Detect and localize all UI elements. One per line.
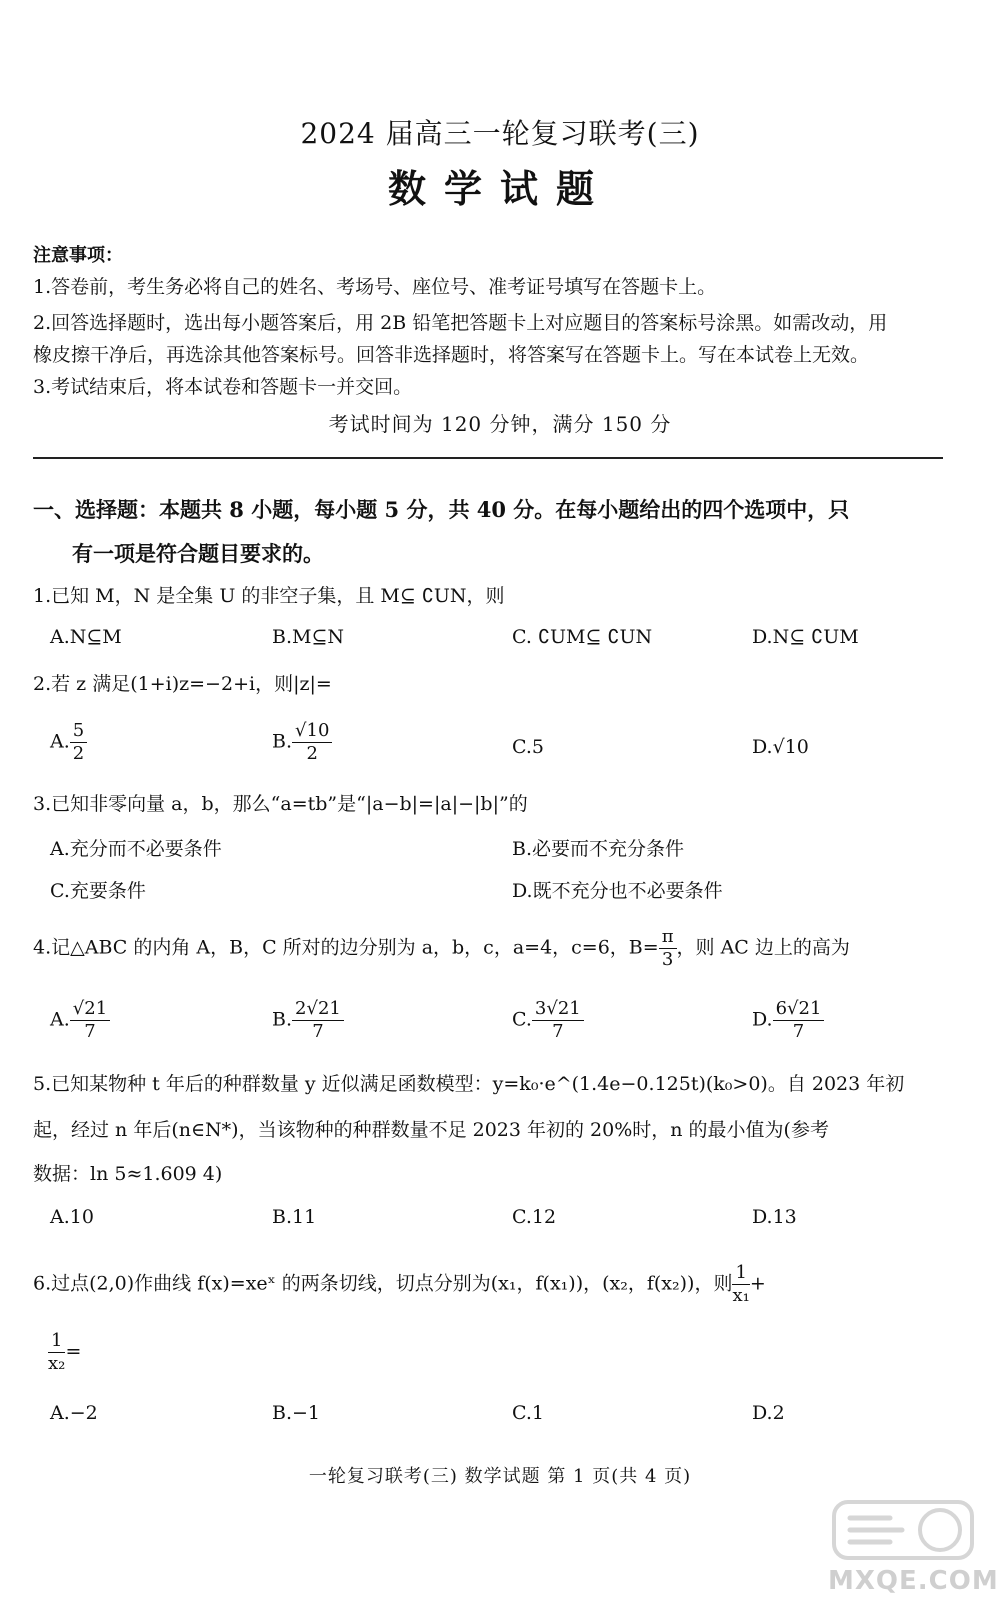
q3-option-a: A.充分而不必要条件	[50, 838, 222, 860]
exam-time-note: 考试时间为 120 分钟，满分 150 分	[328, 412, 672, 436]
divider-line	[33, 457, 943, 459]
q3-stem: 3.已知非零向量 a，b，那么“a=tb”是“|a−b|=|a|−|b|”的	[33, 793, 528, 815]
q4-stem: 4.记△ABC 的内角 A，B，C 所对的边分别为 a，b，c，a=4，c=6，B= $\frac{\pi}{3}$ ，则 AC 边上的高为	[33, 926, 850, 970]
q2-option-b: B. $\frac{√10}{2}$	[272, 720, 332, 765]
q5-option-d: D.13	[752, 1206, 797, 1228]
watermark-url: MXQE.COM	[828, 1566, 999, 1596]
q3-option-d: D.既不充分也不必要条件	[512, 880, 723, 902]
watermark-logo-icon	[828, 1488, 978, 1568]
q2-option-d: D.√10	[752, 736, 809, 758]
q6-stem-cont: $\frac{1}{\text{x₂}}$ =	[48, 1330, 82, 1374]
q4-option-c: C. $\frac{3√21}{7}$	[512, 998, 584, 1043]
section1-heading: 一、选择题：本题共 8 小题，每小题 5 分，共 40 分。在每小题给出的四个选项中，只	[33, 497, 850, 522]
notice-item-2: 2.回答选择题时，选出每小题答案后，用 2B 铅笔把答题卡上对应题目的答案标号涂黑。如需改动，用	[33, 312, 888, 334]
q3-option-c: C.充要条件	[50, 880, 146, 902]
q5-option-c: C.12	[512, 1206, 557, 1228]
exam-title: 2024 届高三一轮复习联考(三)	[300, 117, 700, 150]
q1-option-d: D.N⊆ ∁UM	[752, 626, 859, 648]
watermark-logo	[828, 1488, 999, 1598]
q5-option-a: A.10	[50, 1206, 94, 1228]
q2-option-a: A. $\frac{5}{2}$	[50, 720, 87, 765]
q1-option-b: B.M⊆N	[272, 626, 345, 648]
q4-option-b: B. $\frac{2√21}{7}$	[272, 998, 344, 1043]
notice-item-2-cont: 橡皮擦干净后，再选涂其他答案标号。回答非选择题时，将答案写在答题卡上。写在本试卷上无效。	[33, 344, 870, 366]
notice-heading: 注意事项：	[33, 245, 123, 266]
q6-option-c: C.1	[512, 1402, 544, 1424]
q5-option-b: B.11	[272, 1206, 317, 1228]
q6-option-a: A.−2	[50, 1402, 98, 1424]
notice-item-3: 3.考试结束后，将本试卷和答题卡一并交回。	[33, 376, 413, 398]
q6-option-b: B.−1	[272, 1402, 321, 1424]
q2-option-c: C.5	[512, 736, 544, 758]
page-footer: 一轮复习联考(三) 数学试题 第 1 页(共 4 页)	[308, 1466, 692, 1487]
q6-stem: 6.过点(2,0)作曲线 f(x)=xeˣ 的两条切线，切点分别为(x₁，f(x₁))，(x₂，f(x₂))，则 $\frac{1}{\text{x₁}}$ +	[33, 1262, 766, 1306]
subject-title: 数学试题	[387, 166, 612, 211]
q5-line-3: 数据：ln 5≈1.609 4)	[33, 1163, 223, 1185]
q4-option-a: A. $\frac{√21}{7}$	[50, 998, 110, 1043]
q5-line-1: 5.已知某物种 t 年后的种群数量 y 近似满足函数模型：y=k₀·e^(1.4e−0.125t)(k₀>0)。自 2023 年初	[33, 1073, 905, 1095]
q3-option-b: B.必要而不充分条件	[512, 838, 685, 860]
q4-option-d: D. $\frac{6√21}{7}$	[752, 998, 824, 1043]
q5-line-2: 起，经过 n 年后(n∈N*)，当该物种的种群数量不足 2023 年初的 20%时，n 的最小值为(参考	[33, 1119, 829, 1141]
section1-heading-cont: 有一项是符合题目要求的。	[72, 541, 324, 566]
q1-stem: 1.已知 M，N 是全集 U 的非空子集，且 M⊆ ∁UN，则	[33, 585, 505, 607]
q1-option-c: C. ∁UM⊆ ∁UN	[512, 626, 653, 648]
notice-item-1: 1.答卷前，考生务必将自己的姓名、考场号、座位号、准考证号填写在答题卡上。	[33, 276, 717, 298]
q6-option-d: D.2	[752, 1402, 785, 1424]
q1-option-a: A.N⊆M	[50, 626, 122, 648]
q2-stem: 2.若 z 满足(1+i)z=−2+i，则|z|=	[33, 673, 332, 695]
